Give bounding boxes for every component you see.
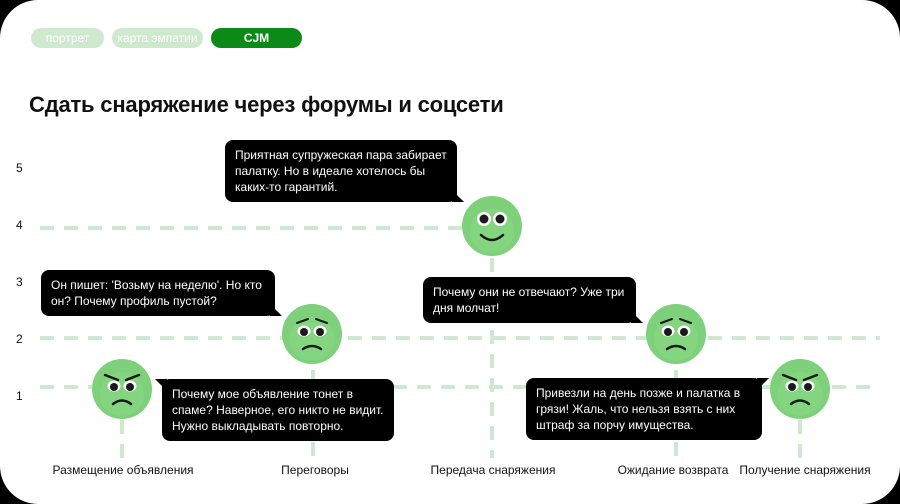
y-tick-5: 5 (16, 161, 23, 175)
comment-bubble (526, 378, 762, 440)
stage-label-handover: Передача снаряжения (430, 463, 556, 477)
comment-text: Приятная супружеская пара забирает палатку. Но в идеале хотелось бы каких-то гарантий. (235, 148, 447, 194)
y-tick-4: 4 (16, 218, 23, 232)
angry-face-icon (91, 358, 153, 425)
bubble-tail (452, 190, 464, 202)
bubble-tail (631, 311, 643, 323)
comment-text: Он пишет: 'Возьму на неделю'. Но кто он? Почему профиль пустой? (51, 278, 262, 308)
stage-label-negotiation: Переговоры (281, 463, 349, 477)
comment-bubble (162, 379, 394, 441)
bubble-tail (757, 378, 769, 390)
comment-text: Почему они не отвечают? Уже три дня молчат! (433, 285, 625, 315)
worried-face-icon (281, 303, 343, 370)
tab-portrait[interactable]: портрет (31, 28, 104, 48)
bubble-tail (270, 304, 282, 316)
comment-bubble (225, 140, 457, 202)
bubble-tail (155, 379, 167, 391)
y-tick-3: 3 (16, 275, 23, 289)
comment-text: Почему мое объявление тонет в спаме? Наверное, его никто не видит. Нужно выкладывать повторно. (172, 387, 384, 433)
stage-label-posting: Размещение объявления (52, 463, 194, 477)
tab-empathy-map[interactable]: карта эмпатии (112, 28, 203, 48)
stage-label-waiting: Ожидание возврата (617, 463, 729, 477)
tab-cjm[interactable]: CJM (211, 28, 302, 48)
comment-bubble (41, 270, 275, 316)
smiling-face-icon (461, 195, 523, 262)
stage-label-receiving: Получение снаряжения (739, 463, 871, 477)
worried-face-icon (645, 303, 707, 370)
y-tick-2: 2 (16, 332, 23, 346)
comment-bubble (423, 277, 636, 323)
y-tick-1: 1 (16, 389, 23, 403)
angry-face-icon (769, 358, 831, 425)
comment-text: Привезли на день позже и палатка в грязи! Жаль, что нельзя взять с них штраф за порчу имущества. (536, 386, 741, 432)
page-title: Сдать снаряжение через форумы и соцсети (29, 92, 504, 117)
